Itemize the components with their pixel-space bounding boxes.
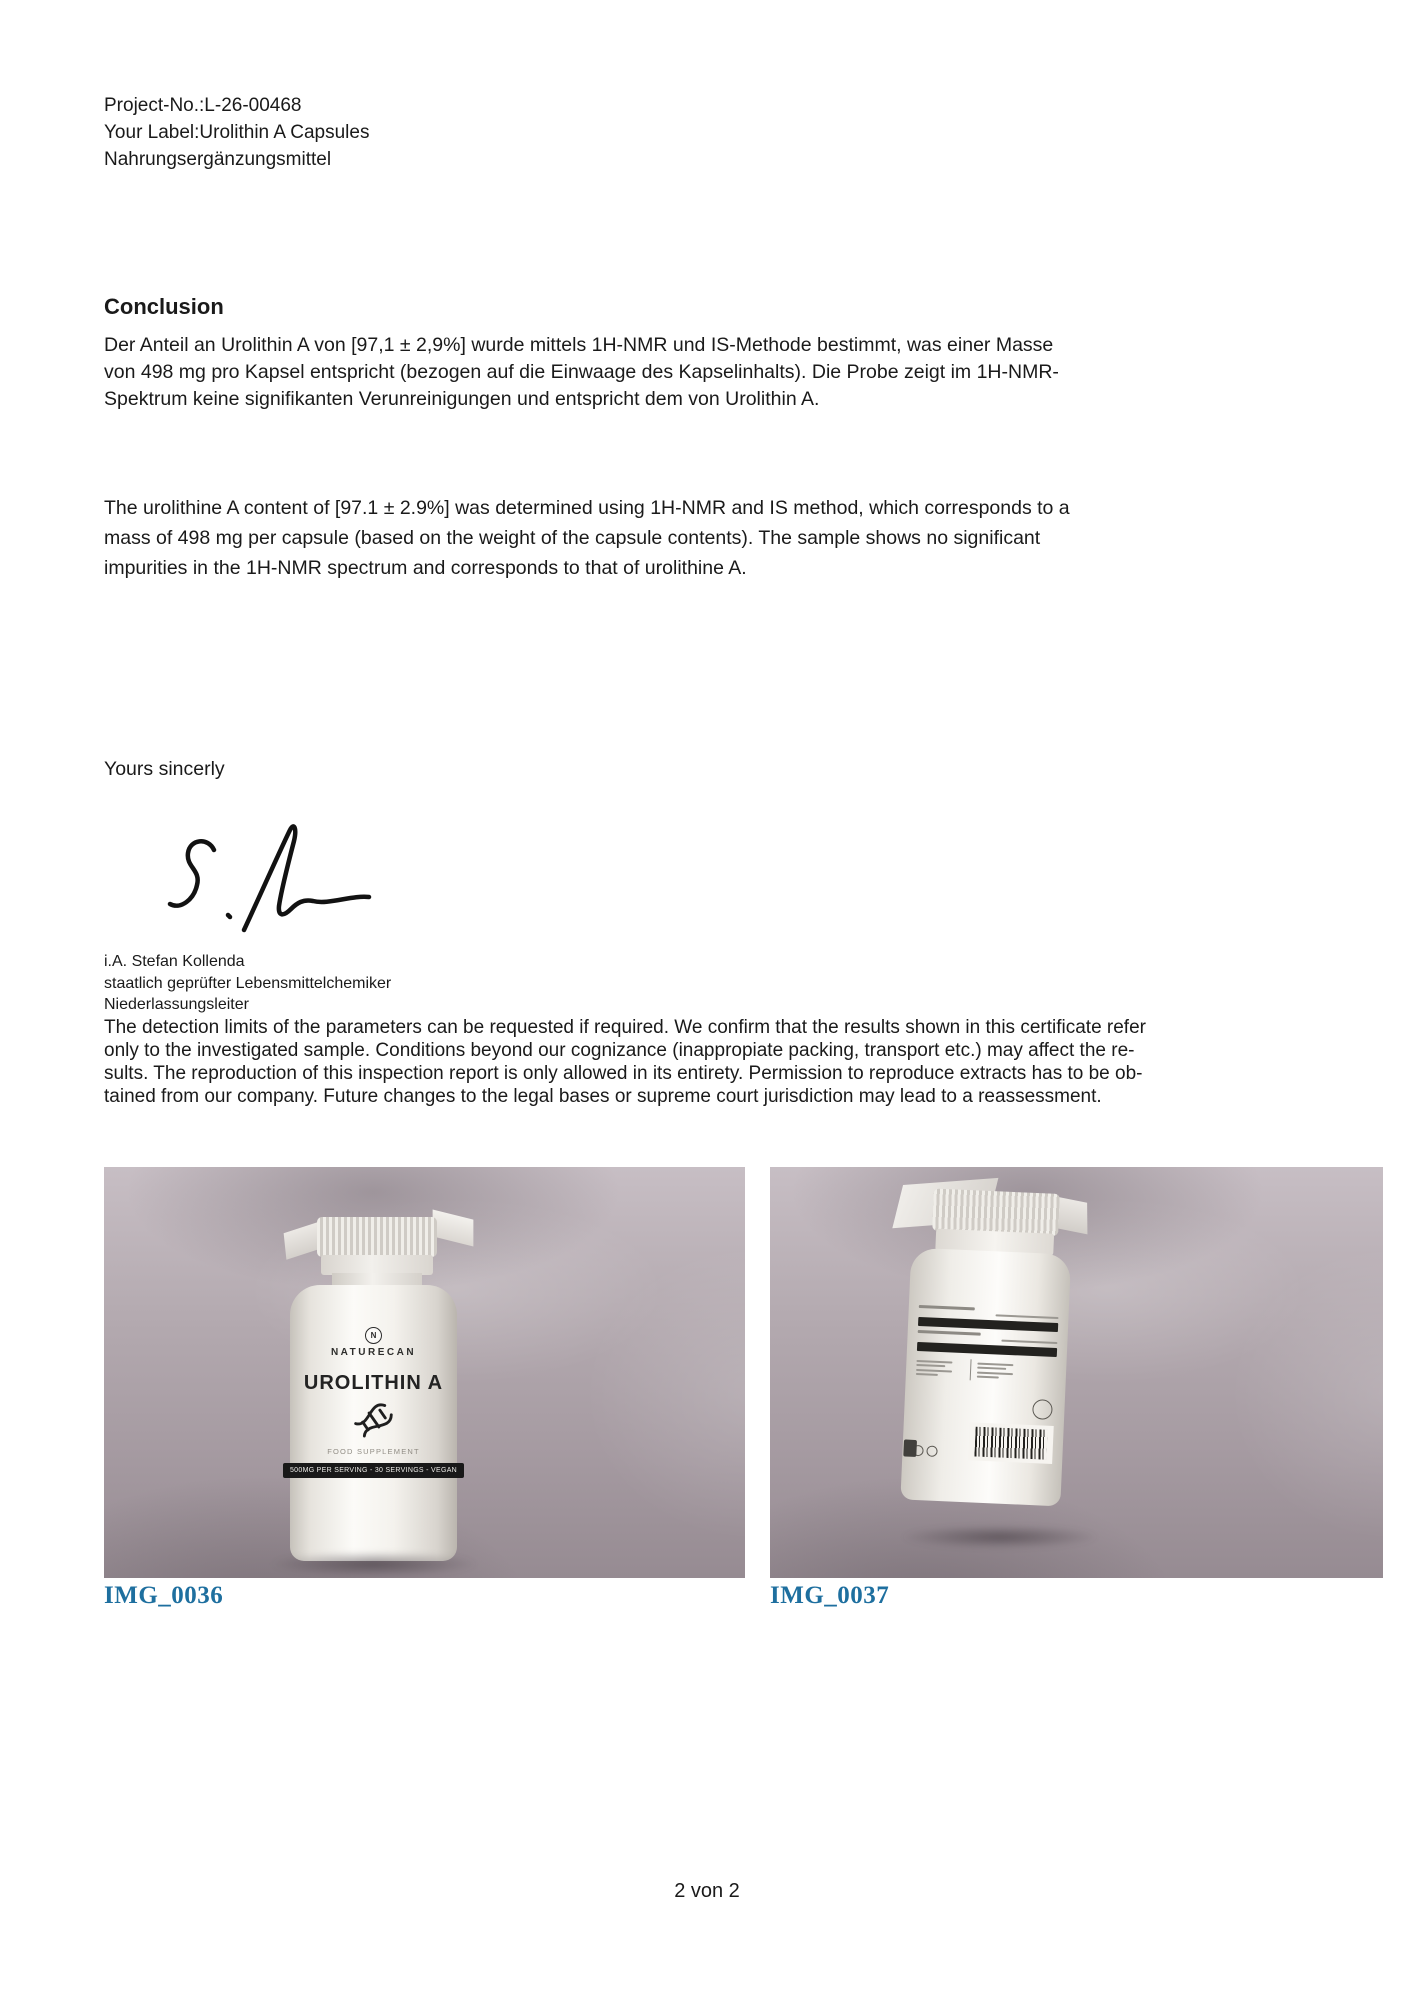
photo-bottle-front (104, 1167, 745, 1578)
paragraph-line: Der Anteil an Urolithin A von [97,1 ± 2,9%] wurde mittels 1H-NMR und IS-Methode bestimmt, was einer Masse (104, 334, 1054, 356)
disclaimer-line: only to the investigated sample. Conditions beyond our cognizance (inappropiate packing, transport etc.) may affect the re- (104, 1040, 1135, 1061)
handwritten-signature (138, 820, 378, 950)
bottle-cap-ring (321, 1255, 433, 1275)
label-text-line (995, 1314, 1058, 1319)
supplement-bottle-back (900, 1184, 1074, 1517)
label-bottom-row (912, 1420, 1054, 1464)
product-type: Nahrungsergänzungsmittel (104, 149, 332, 170)
product-name: UROLITHIN A (303, 1372, 444, 1394)
project-number: Project-No.:L-26-00468 (104, 95, 302, 116)
bottle-shadow (900, 1525, 1100, 1549)
bottle-front-label (289, 1327, 458, 1507)
photo-caption: IMG_0037 (770, 1582, 890, 1609)
nutrition-bar (917, 1342, 1057, 1357)
disclaimer-line: The detection limits of the parameters can be requested if required. We confirm that the results shown in this certificate refer (104, 1017, 1146, 1038)
address-block (916, 1357, 1026, 1382)
bottle-shadow (269, 1551, 479, 1577)
report-header (104, 92, 369, 173)
label-subtitle: FOOD SUPPLEMENT (327, 1447, 420, 1456)
conclusion-paragraph-german (104, 332, 1059, 413)
certification-icon (926, 1445, 937, 1456)
conclusion-paragraph-english (104, 493, 1070, 583)
paragraph-line: The urolithine A content of [97.1 ± 2.9%] was determined using 1H-NMR and IS method, which corresponds to a (104, 497, 1070, 519)
bottle-back-label (912, 1302, 1059, 1476)
closing-salutation: Yours sincerly (104, 758, 225, 780)
paragraph-line: impurities in the 1H-NMR spectrum and corresponds to that of urolithine A. (104, 557, 747, 579)
paragraph-line: Spektrum keine signifikanten Verunreinigungen und entspricht dem von Urolithin A. (104, 388, 820, 410)
conclusion-heading: Conclusion (104, 294, 224, 319)
disclaimer-paragraph (104, 1016, 1146, 1108)
disclaimer-line: tained from our company. Future changes to the legal bases or supreme court jurisdiction may lead to a reassessment. (104, 1086, 1102, 1107)
tamper-seal (433, 1210, 474, 1247)
page-number: 2 von 2 (674, 1880, 740, 1902)
signer-title: Niederlassungsleiter (104, 996, 249, 1013)
paragraph-line: mass of 498 mg per capsule (based on the weight of the capsule contents). The sample shows no significant (104, 527, 1041, 549)
barcode (968, 1422, 1054, 1464)
naturecan-logo-icon: N (365, 1327, 382, 1344)
customer-label: Your Label:Urolithin A Capsules (104, 122, 370, 143)
label-edge-mark (903, 1439, 917, 1457)
photo-caption: IMG_0036 (104, 1582, 224, 1609)
nutrition-bar (918, 1317, 1058, 1332)
photo-bottle-back (770, 1167, 1383, 1578)
vegan-stamp-icon (1032, 1399, 1053, 1420)
signer-name: i.A. Stefan Kollenda (104, 953, 245, 970)
dna-helix-icon (353, 1401, 395, 1439)
disclaimer-line: sults. The reproduction of this inspection report is only allowed in its entirety. Permission to reproduce extracts has to be ob- (104, 1063, 1143, 1084)
bottle-cap (317, 1217, 437, 1257)
brand-name: NATURECAN (330, 1347, 417, 1358)
label-text-line (918, 1330, 981, 1336)
signer-title: staatlich geprüfter Lebensmittelchemiker (104, 974, 392, 992)
supplement-bottle-front (290, 1215, 457, 1561)
paragraph-line: von 498 mg pro Kapsel entspricht (bezogen auf die Einwaage des Kapselinhalts). Die Probe zeigt im 1H-NMR- (104, 361, 1059, 383)
label-text-line (919, 1305, 975, 1310)
serving-badge: 500MG PER SERVING - 30 SERVINGS - VEGAN (283, 1463, 464, 1478)
label-text-line (1001, 1340, 1057, 1344)
signature-block (104, 951, 391, 1016)
